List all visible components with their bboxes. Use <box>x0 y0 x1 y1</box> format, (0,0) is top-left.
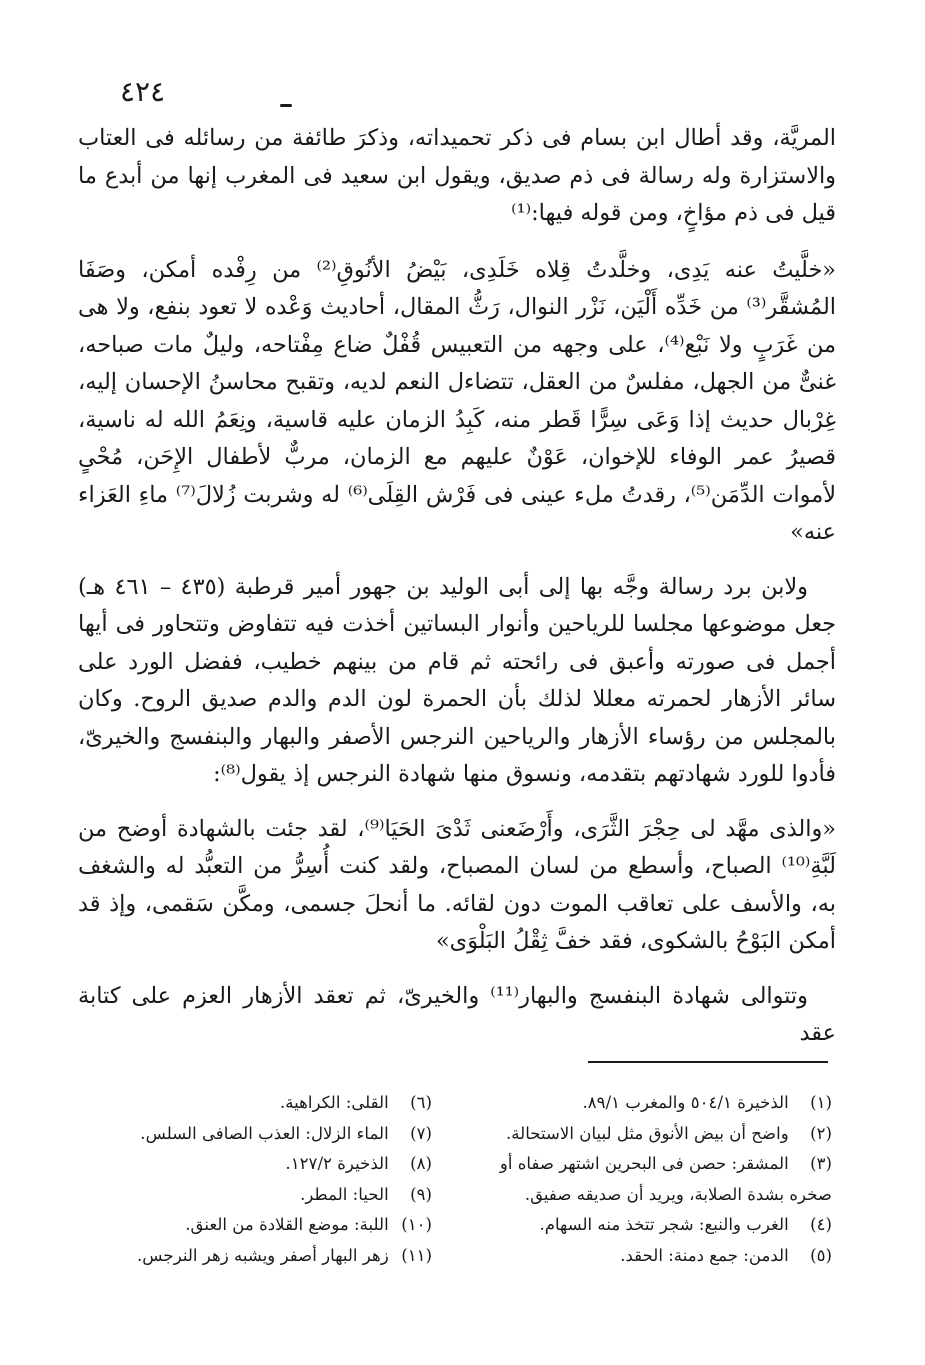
footnote <box>492 1149 832 1210</box>
footnotes <box>72 1088 832 1271</box>
footnote-number: (٨) <box>410 1154 432 1173</box>
quote-paragraph: «خلَّيتُ عنه يَدِى، وخلَّدتُ قِلاه خَلَدِى، بَيْضُ الأنُوقِ⁽²⁾ من رِفْده أمكن، وصَفَا المُشقَّر⁽³⁾ من خَدِّه أَلْيَن، نَزْر النوال، رَثُّ المقال، أحاديث وَعْده لا تعود بنفع، ولا هى من غَرَبٍ ولا نَبْع⁽⁴⁾، على وجهه من التعبيس قُفْلٌ ضاع مِفْتاحه، وليلٌ مات صباحه، غنىٌّ من الجهل، مفلسٌ من العقل، تتضاءل النعم لديه، وتقبح محاسنُ الإحسان إليه، غِرْبال حديث إذا وَعَى سِرًّا قَطر منه، كَبِدُ الزمان عليه قاسية، ونِعَمُ الله له ناسية، قصيرُ عمر الوفاء للإخوان، عَوْنٌ عليهم مع الزمان، مربٌّ لأطفال الإِحَن، مُحْىٍ لأموات الدِّمَن⁽⁵⁾، رقدتُ ملء عينى فى فَرْش القِلَى⁽⁶⁾ له وشربت زُلالَ⁽⁷⁾ ماءِ العَزاء عنه» <box>78 256 836 545</box>
footnote-text: المشقر: حصن فى البحرين اشتهر صفاه أو صخره بشدة الصلابة، ويريد أن صديقه صفيق. <box>499 1154 832 1204</box>
footnote-number: (١٠) <box>401 1215 432 1234</box>
footnote-text: الذخيرة ١٢٧/٢. <box>285 1154 389 1173</box>
paragraph: ولابن برد رسالة وجَّه بها إلى أبى الوليد بن جهور أمير قرطبة (٤٣٥ – ٤٦١ هـ) جعل موضوعها مجلسا للرياحين وأنوار البساتين أخذت فيه تتفاوض وتتحاور فى أيها أجمل فى صورته وأعبق فى رائحته ثم قام من بينهم خطيب، ففضل الورد على سائر الأزهار لحمرته معللا لذلك بأن الحمرة لون الدم والدم صديق الروح. وكان بالمجلس من رؤساء الأزهار والرياحين النرجس الأصفر والبهار والبنفسج والخيرىّ، فأدوا للورد شهادتهم بتقدمه، ونسوق منها شهادة النرجس إذ يقول⁽⁸⁾: <box>78 573 836 787</box>
paragraph: المريَّة، وقد أطال ابن بسام فى ذكر تحميداته، وذكرَ طائفة من رسائله فى العتاب والاستزارة وله رسالة فى ذم صديق، ويقول ابن سعيد فى المغرب إنها من أبدع ما قيل فى ذم مؤاخٍ، ومن قوله فيها:⁽¹⁾ <box>78 125 836 226</box>
footnote-text: الدمن: جمع دمنة: الحقد. <box>620 1245 789 1265</box>
footnote <box>492 1210 832 1241</box>
footnote <box>72 1119 432 1150</box>
footnote-number: (٦) <box>410 1093 432 1112</box>
paragraph: وتتوالى شهادة البنفسج والبهار⁽¹¹⁾ والخيرىّ، ثم تعقد الأزهار العزم على كتابة عقد <box>78 982 836 1046</box>
footnote-text: اللبة: موضع القلادة من العنق. <box>185 1215 389 1234</box>
footnote-text: الذخيرة ٥٠٤/١ والمغرب ٨٩/١. <box>582 1093 789 1112</box>
footnote-divider <box>588 1061 828 1063</box>
footnote-number: (٤) <box>810 1215 832 1234</box>
footnote-number: (٥) <box>810 1245 832 1265</box>
footnote-text: الغرب والنبع: شجر تتخذ منه السهام. <box>539 1215 789 1234</box>
footnote-number: (٣) <box>810 1154 832 1173</box>
footnote <box>492 1241 832 1272</box>
footnotes-column-left <box>72 1088 492 1271</box>
footnote <box>72 1241 432 1272</box>
footnote-number: (٩) <box>410 1184 432 1204</box>
footnote <box>492 1119 832 1150</box>
footnote-text: واضح أن بيض الأنوق مثل لبيان الاستحالة. <box>506 1123 789 1143</box>
footnote-number: (٢) <box>810 1123 832 1143</box>
body-text <box>78 120 836 1053</box>
dash-mark <box>280 104 292 107</box>
footnote <box>492 1088 832 1119</box>
footnote-text: الماء الزلال: العذب الصافى السلس. <box>140 1123 389 1143</box>
footnote <box>72 1210 432 1241</box>
footnote-text: زهر البهار أصفر ويشبه زهر النرجس. <box>137 1245 389 1265</box>
footnote-number: (١) <box>810 1093 832 1112</box>
footnote <box>72 1088 432 1119</box>
footnote <box>72 1180 432 1211</box>
page-number: ٤٢٤ <box>120 75 166 108</box>
footnote-number: (٧) <box>410 1123 432 1143</box>
quote-paragraph: «والذى مهَّد لى حِجْرَ الثَّرَى، وأَرْضَعنى ثَدْىَ الحَيَا⁽⁹⁾، لقد جئت بالشهادة أوضح من لَبَّةِ⁽¹⁰⁾ الصباح، وأسطع من لسان المصباح، ولقد كنت أُسِرُّ من التعبُّد له والشغف به، والأسف على تعاقب الموت دون لقائه. ما أنحلَ جسمى، ومكَّن سَقمى، وإذ قد أمكن البَوْحُ بالشكوى، فقد خفَّ ثِقْلُ البَلْوَى» <box>78 815 836 954</box>
footnote <box>72 1149 432 1180</box>
footnote-text: القلى: الكراهية. <box>279 1093 389 1112</box>
footnotes-column-right <box>492 1088 832 1271</box>
footnote-text: الحيا: المطر. <box>300 1184 389 1204</box>
footnote-number: (١١) <box>401 1245 432 1265</box>
